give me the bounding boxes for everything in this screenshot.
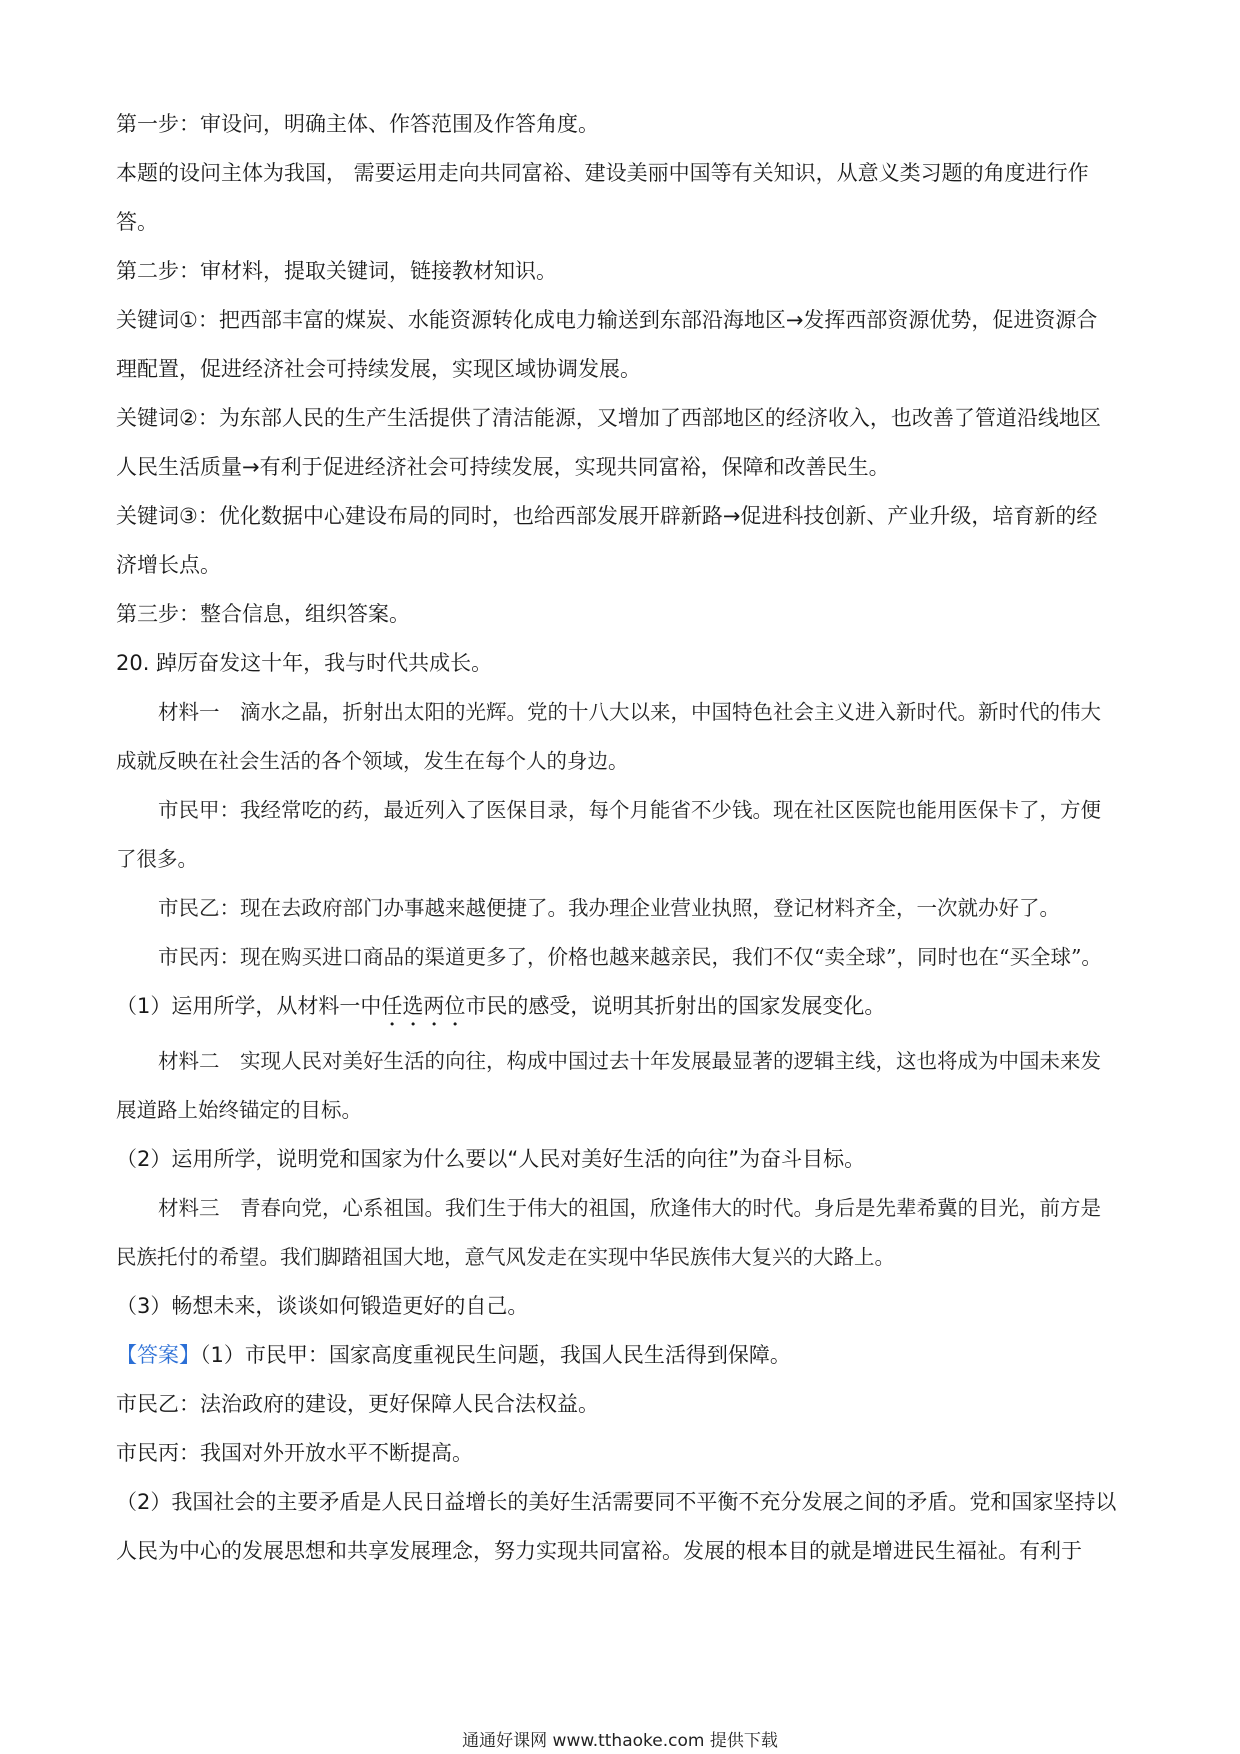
- material-one: 材料一 滴水之晶，折射出太阳的光辉。党的十八大以来，中国特色社会主义进入新时代。新时代的伟大成就反映在社会生活的各个领域，发生在每个人的身边。: [116, 700, 1101, 773]
- answer-1-text: （1）市民甲：国家高度重视民生问题，我国人民生活得到保障。: [200, 1343, 791, 1367]
- question-20-title: 20. 踔厉奋发这十年，我与时代共成长。: [116, 651, 493, 675]
- keyword-one: 关键词①：把西部丰富的煤炭、水能资源转化成电力输送到东部沿海地区→发挥西部资源优势，促进资源合理配置，促进经济社会可持续发展，实现区域协调发展。: [116, 308, 1098, 381]
- step-one: 第一步：审设问，明确主体、作答范围及作答角度。: [116, 112, 599, 136]
- keyword-two: 关键词②：为东部人民的生产生活提供了清洁能源，又增加了西部地区的经济收入，也改善了管道沿线地区人民生活质量→有利于促进经济社会可持续发展，实现共同富裕，保障和改善民生。: [116, 406, 1101, 479]
- citizen-c-quote: 市民丙：现在购买进口商品的渠道更多了，价格也越来越亲民，我们不仅“卖全球”，同时也在“买全球”。: [158, 945, 1102, 969]
- step-two: 第二步：审材料，提取关键词，链接教材知识。: [116, 259, 557, 283]
- answer-1-citizen-b: 市民乙：法治政府的建设，更好保障人民合法权益。: [116, 1392, 599, 1416]
- keyword-three: 关键词③：优化数据中心建设布局的同时，也给西部发展开辟新路→促进科技创新、产业升级，培育新的经济增长点。: [116, 504, 1098, 577]
- sub-question-1-emphasis: 任选两位: [381, 994, 466, 1018]
- step-one-explanation: 本题的设问主体为我国， 需要运用走向共同富裕、建设美丽中国等有关知识，从意义类习题的角度进行作答。: [116, 161, 1089, 234]
- sub-question-1-post: 市民的感受，说明其折射出的国家发展变化。: [465, 994, 886, 1018]
- answer-tag: 【答案】: [116, 1343, 200, 1367]
- step-three: 第三步：整合信息，组织答案。: [116, 602, 410, 626]
- page-footer: 通通好课网 www.tthaoke.com 提供下载: [462, 1731, 778, 1751]
- material-two: 材料二 实现人民对美好生活的向往，构成中国过去十年发展最显著的逻辑主线，这也将成为中国未来发展道路上始终锚定的目标。: [116, 1049, 1101, 1122]
- answer-1-citizen-c: 市民丙：我国对外开放水平不断提高。: [116, 1441, 473, 1465]
- sub-question-2: （2）运用所学，说明党和国家为什么要以“人民对美好生活的向往”为奋斗目标。: [116, 1147, 866, 1171]
- citizen-a-quote: 市民甲：我经常吃的药，最近列入了医保目录，每个月能省不少钱。现在社区医院也能用医保卡了，方便了很多。: [116, 798, 1101, 871]
- answer-2: （2）我国社会的主要矛盾是人民日益增长的美好生活需要同不平衡不充分发展之间的矛盾。党和国家坚持以人民为中心的发展思想和共享发展理念，努力实现共同富裕。发展的根本目的就是增进民生福祉。有利于: [116, 1490, 1117, 1563]
- citizen-b-quote: 市民乙：现在去政府部门办事越来越便捷了。我办理企业营业执照，登记材料齐全，一次就办好了。: [158, 896, 1060, 920]
- answer-1-citizen-a: [116, 1331, 1118, 1380]
- material-three: 材料三 青春向党，心系祖国。我们生于伟大的祖国，欣逢伟大的时代。身后是先辈希冀的目光，前方是民族托付的希望。我们脚踏祖国大地，意气风发走在实现中华民族伟大复兴的大路上。: [116, 1196, 1101, 1269]
- sub-question-3: （3）畅想未来，谈谈如何锻造更好的自己。: [116, 1294, 529, 1318]
- sub-question-1-pre: （1）运用所学，从材料一中: [116, 994, 382, 1018]
- sub-question-1: [116, 982, 1118, 1031]
